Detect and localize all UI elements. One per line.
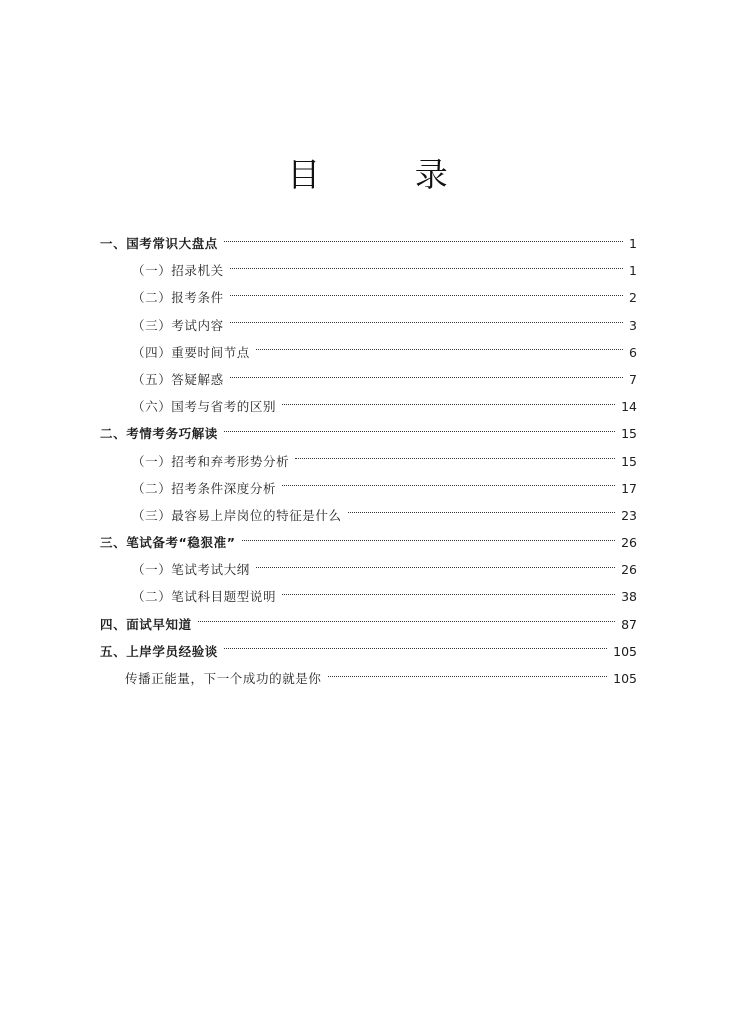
toc-entry-section-5[interactable] bbox=[100, 638, 637, 665]
toc-entry-label: 五、上岸学员经验谈 bbox=[100, 643, 218, 659]
toc-entry-subsection[interactable] bbox=[100, 366, 637, 393]
toc-entry-subsection[interactable] bbox=[100, 284, 637, 311]
toc-entry-page-number: 26 bbox=[621, 562, 637, 578]
toc-entry-label: 四、面试早知道 bbox=[100, 616, 192, 632]
toc-entry-subsection[interactable] bbox=[100, 475, 637, 502]
dot-leader bbox=[328, 675, 608, 677]
toc-entry-label: （一）招考和弃考形势分析 bbox=[132, 453, 290, 469]
toc-entry-page-number: 15 bbox=[621, 426, 637, 442]
toc-entry-page-number: 38 bbox=[621, 589, 637, 605]
toc-entry-subsection[interactable] bbox=[100, 502, 637, 529]
toc-entry-label: （一）招录机关 bbox=[132, 263, 224, 279]
toc-entry-subsection[interactable] bbox=[100, 556, 637, 583]
dot-leader bbox=[282, 593, 615, 595]
toc-entry-page-number: 105 bbox=[613, 643, 637, 659]
toc-entry-page-number: 26 bbox=[621, 535, 637, 551]
dot-leader bbox=[256, 566, 615, 568]
table-of-contents bbox=[100, 230, 637, 692]
dot-leader bbox=[230, 376, 623, 378]
toc-entry-page-number: 15 bbox=[621, 453, 637, 469]
toc-entry-label: （一）笔试考试大纲 bbox=[132, 562, 250, 578]
toc-entry-label: （二）笔试科目题型说明 bbox=[132, 589, 277, 605]
toc-entry-label: （三）考试内容 bbox=[132, 317, 224, 333]
toc-entry-page-number: 105 bbox=[613, 671, 637, 686]
toc-entry-label: （二）招考条件深度分析 bbox=[132, 480, 277, 496]
toc-entry-page-number: 6 bbox=[629, 344, 637, 360]
toc-entry-subsection[interactable] bbox=[100, 665, 637, 692]
toc-entry-label: （六）国考与省考的区别 bbox=[132, 399, 277, 415]
toc-entry-label: （四）重要时间节点 bbox=[132, 344, 250, 360]
toc-entry-section-2[interactable] bbox=[100, 420, 637, 447]
dot-leader bbox=[242, 539, 616, 541]
dot-leader bbox=[230, 267, 623, 269]
toc-entry-section-1[interactable] bbox=[100, 230, 637, 257]
toc-entry-page-number: 1 bbox=[629, 236, 637, 251]
toc-entry-label: 传播正能量，下一个成功的就是你 bbox=[125, 671, 322, 686]
toc-entry-page-number: 23 bbox=[621, 507, 637, 523]
dot-leader bbox=[295, 457, 615, 459]
toc-entry-label: （五）答疑解惑 bbox=[132, 371, 224, 387]
toc-entry-label: 二、考情考务巧解读 bbox=[100, 426, 218, 442]
toc-entry-label: （三）最容易上岸岗位的特征是什么 bbox=[132, 507, 342, 523]
dot-leader bbox=[282, 403, 615, 405]
dot-leader bbox=[282, 484, 615, 486]
dot-leader bbox=[230, 294, 623, 296]
dot-leader bbox=[230, 321, 623, 323]
toc-entry-section-3[interactable] bbox=[100, 529, 637, 556]
toc-entry-page-number: 2 bbox=[629, 290, 637, 306]
dot-leader bbox=[224, 647, 607, 649]
dot-leader bbox=[348, 511, 615, 513]
dot-leader bbox=[256, 348, 623, 350]
toc-entry-subsection[interactable] bbox=[100, 583, 637, 610]
toc-entry-label: 三、笔试备考“稳狠准” bbox=[100, 535, 236, 551]
toc-entry-subsection[interactable] bbox=[100, 312, 637, 339]
toc-entry-page-number: 1 bbox=[629, 263, 637, 279]
dot-leader bbox=[224, 430, 615, 432]
toc-entry-label: 一、国考常识大盘点 bbox=[100, 236, 218, 251]
dot-leader bbox=[224, 240, 623, 242]
page-title: 目 录 bbox=[287, 155, 490, 194]
toc-entry-subsection[interactable] bbox=[100, 339, 637, 366]
toc-entry-page-number: 7 bbox=[629, 371, 637, 387]
toc-entry-section-4[interactable] bbox=[100, 611, 637, 638]
toc-entry-page-number: 17 bbox=[621, 480, 637, 496]
toc-entry-page-number: 87 bbox=[621, 616, 637, 632]
toc-entry-subsection[interactable] bbox=[100, 393, 637, 420]
toc-entry-page-number: 14 bbox=[621, 399, 637, 415]
toc-entry-subsection[interactable] bbox=[100, 448, 637, 475]
toc-entry-page-number: 3 bbox=[629, 317, 637, 333]
dot-leader bbox=[198, 620, 615, 622]
toc-entry-label: （二）报考条件 bbox=[132, 290, 224, 306]
toc-entry-subsection[interactable] bbox=[100, 257, 637, 284]
